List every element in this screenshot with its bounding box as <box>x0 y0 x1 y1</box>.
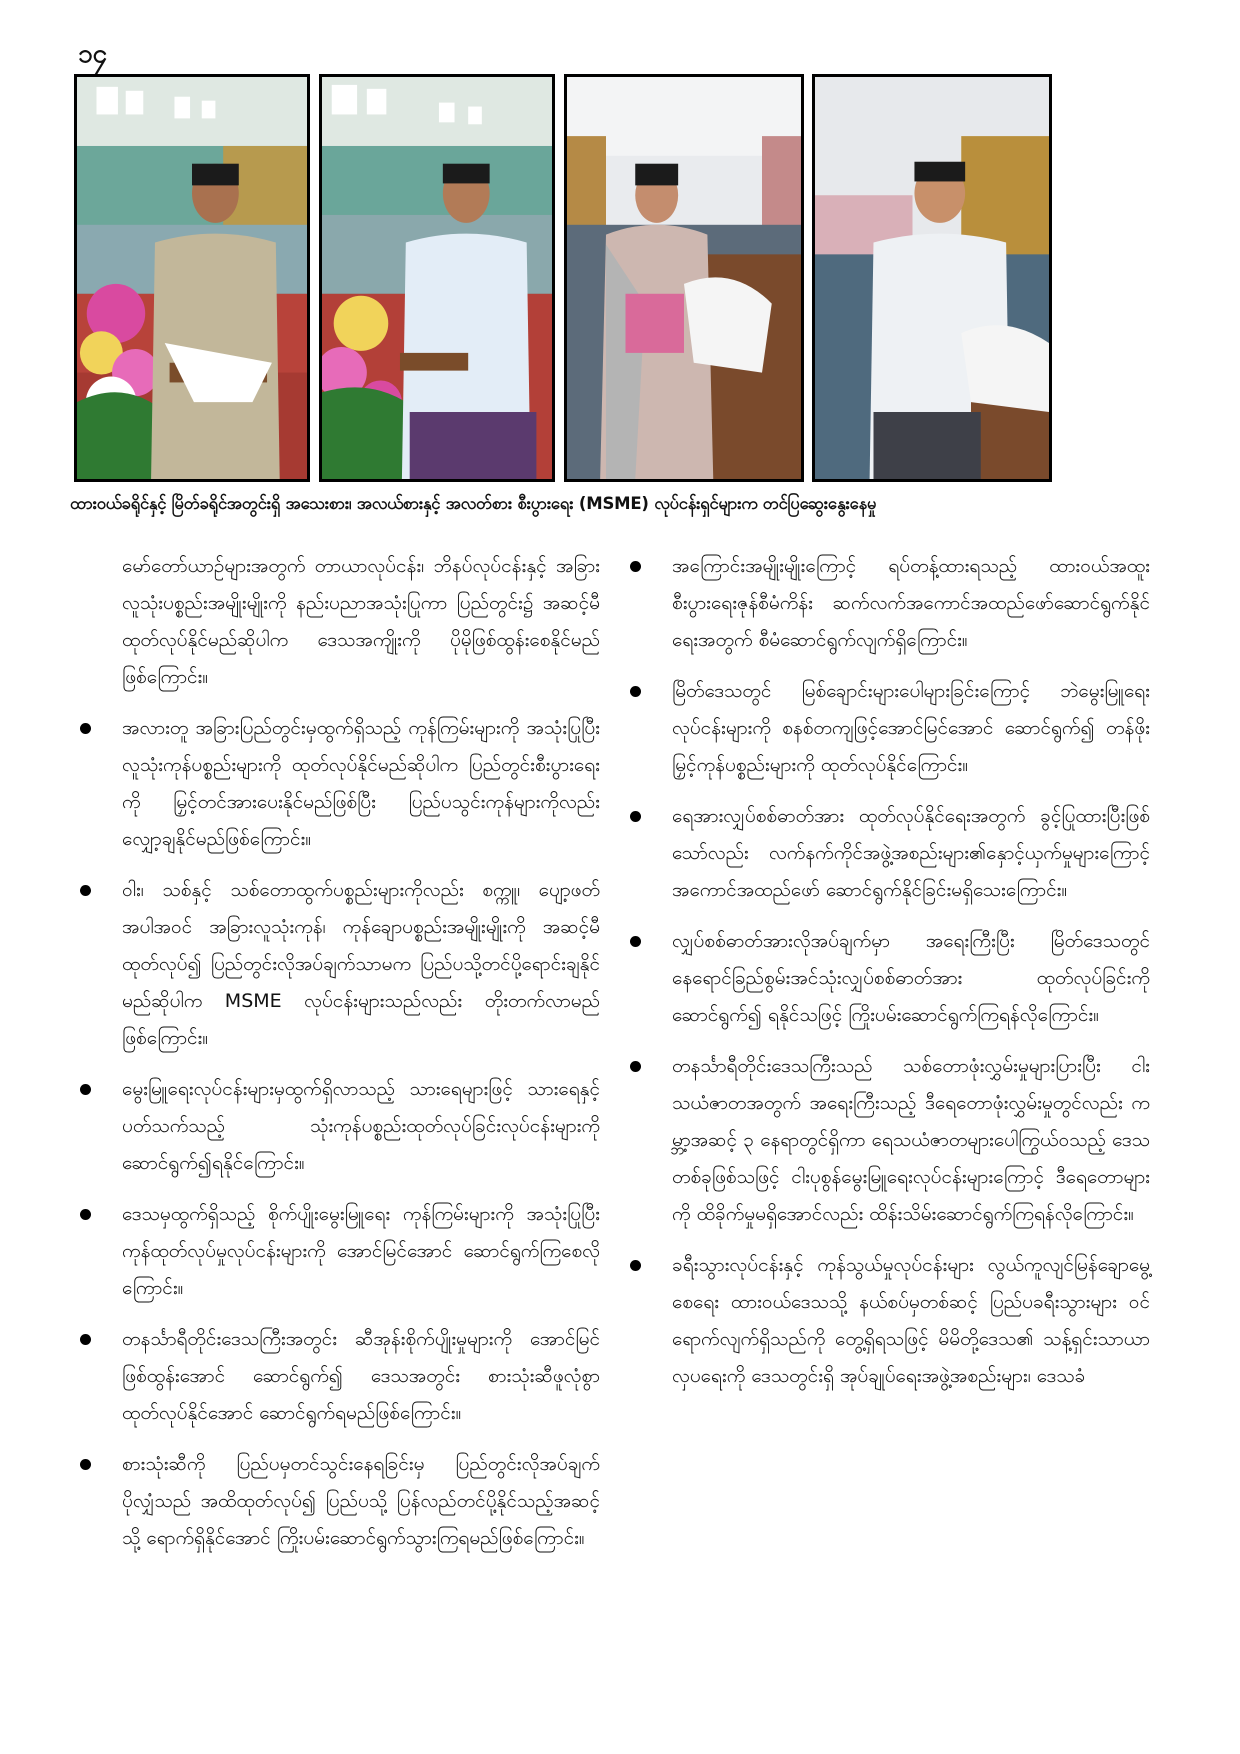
photo-speaker-4 <box>812 74 1052 482</box>
bullet-icon <box>80 885 91 896</box>
left-para-1-text: မော်တော်ယာဉ်များအတွက် တာယာလုပ်ငန်း၊ ဘိနပ်လုပ်ငန်းနှင့် အခြားလူသုံးပစ္စည်းအမျိုးမျိုးကို နည်းပညာအသုံးပြုကာ ပြည်တွင်း၌ အဆင့်မီထုတ်လုပ်နိုင်မည်ဆိုပါက ဒေသအကျိုးကို ပိုမိုဖြစ်ထွန်းစေနိုင်မည်ဖြစ်ကြောင်း။ <box>122 555 600 688</box>
left-para-3 <box>122 872 600 1057</box>
right-para-3-text: ရေအားလျှပ်စစ်ဓာတ်အား ထုတ်လုပ်နိုင်ရေးအတွက် ခွင့်ပြုထားပြီးဖြစ်သော်လည်း လက်နက်ကိုင်အဖွဲ့အစည်းများ၏နှောင့်ယှက်မှုများကြောင့် အကောင်အထည်ဖော် ဆောင်ရွက်နိုင်ခြင်းမရှိသေးကြောင်း။ <box>672 805 1150 901</box>
bullet-icon <box>630 686 641 697</box>
bullet-icon <box>630 1061 641 1072</box>
bullet-icon <box>80 1459 91 1470</box>
photo-speaker-3 <box>564 74 804 482</box>
bullet-icon <box>80 1084 91 1095</box>
page-number: ၁၄ <box>78 39 108 69</box>
photo-caption: ထားဝယ်ခရိုင်နှင့် မြိတ်ခရိုင်အတွင်းရှိ အသေးစား၊ အလယ်စားနှင့် အလတ်စား စီးပွားရေး (MSME) လုပ်ငန်းရှင်များက တင်ပြဆွေးနွေးနေမှု <box>70 494 877 513</box>
left-para-1 <box>122 548 600 696</box>
left-para-5 <box>122 1196 600 1307</box>
right-para-5 <box>672 1048 1150 1233</box>
left-para-4-text: မွေးမြူရေးလုပ်ငန်းများမှထွက်ရှိလာသည့် သားရေများဖြင့် သားရေနှင့်ပတ်သက်သည့် သုံးကုန်ပစ္စည်းထုတ်လုပ်ခြင်းလုပ်ငန်းများကို ဆောင်ရွက်၍ရနိုင်ကြောင်း။ <box>122 1078 600 1174</box>
left-para-2 <box>122 710 600 858</box>
bullet-icon <box>80 1209 91 1220</box>
left-para-2-text: အလားတူ အခြားပြည်တွင်းမှထွက်ရှိသည့် ကုန်ကြမ်းများကို အသုံးပြုပြီး လူသုံးကုန်ပစ္စည်းများကို ထုတ်လုပ်နိုင်မည်ဆိုပါက ပြည်တွင်းစီးပွားရေးကို မြှင့်တင်အားပေးနိုင်မည်ဖြစ်ပြီး ပြည်ပသွင်းကုန်များကိုလည်း လျှော့ချနိုင်မည်ဖြစ်ကြောင်း။ <box>122 717 600 850</box>
photo-row <box>74 74 1172 484</box>
left-para-7-text: စားသုံးဆီကို ပြည်ပမှတင်သွင်းနေရခြင်းမှ ပြည်တွင်းလိုအပ်ချက် ပိုလျှံသည် အထိထုတ်လုပ်၍ ပြည်ပသို့ ပြန်လည်တင်ပို့နိုင်သည့်အဆင့်သို့ ရောက်ရှိနိုင်အောင် ကြိုးပမ်းဆောင်ရွက်သွားကြရမည်ဖြစ်ကြောင်း။ <box>122 1453 600 1549</box>
photo-speaker-2 <box>319 74 555 482</box>
bullet-icon <box>630 1260 641 1271</box>
right-para-3 <box>672 798 1150 909</box>
right-para-2-text: မြိတ်ဒေသတွင် မြစ်ချောင်းများပေါများခြင်းကြောင့် ဘဲမွေးမြူရေးလုပ်ငန်းများကို စနစ်တကျဖြင့်အောင်မြင်အောင် ဆောင်ရွက်၍ တန်ဖိုးမြှင့်ကုန်ပစ္စည်းများကို ထုတ်လုပ်နိုင်ကြောင်း။ <box>672 680 1150 776</box>
right-para-4-text: လျှပ်စစ်ဓာတ်အားလိုအပ်ချက်မှာ အရေးကြီးပြီး မြိတ်ဒေသတွင် နေရောင်ခြည်စွမ်းအင်သုံးလျှပ်စစ်ဓာတ်အား ထုတ်လုပ်ခြင်းကိုဆောင်ရွက်၍ ရနိုင်သဖြင့် ကြိုးပမ်းဆောင်ရွက်ကြရန်လိုကြောင်း။ <box>672 930 1150 1026</box>
bullet-icon <box>630 811 641 822</box>
right-para-4 <box>672 923 1150 1034</box>
left-column <box>80 548 600 1571</box>
left-para-6-text: တနင်္သာရီတိုင်းဒေသကြီးအတွင်း ဆီအုန်းစိုက်ပျိုးမှုများကို အောင်မြင်ဖြစ်ထွန်းအောင် ဆောင်ရွက်၍ ဒေသအတွင်း စားသုံးဆီဖူလုံစွာ ထုတ်လုပ်နိုင်အောင် ဆောင်ရွက်ရမည်ဖြစ်ကြောင်း။ <box>122 1328 600 1424</box>
bullet-icon <box>630 561 641 572</box>
right-para-6-text: ခရီးသွားလုပ်ငန်းနှင့် ကုန်သွယ်မှုလုပ်ငန်းများ လွယ်ကူလျင်မြန်ချောမွေ့စေရေး ထားဝယ်ဒေသသို့ နယ်စပ်မှတစ်ဆင့် ပြည်ပခရီးသွားများ ဝင်ရောက်လျက်ရှိသည်ကို တွေ့ရှိရသဖြင့် မိမိတို့ဒေသ၏ သန့်ရှင်းသာယာလှပရေးကို ဒေသတွင်းရှိ အုပ်ချုပ်ရေးအဖွဲ့အစည်းများ၊ ဒေသခံ <box>672 1254 1150 1387</box>
left-para-6 <box>122 1321 600 1432</box>
right-para-6 <box>672 1247 1150 1395</box>
left-para-5-text: ဒေသမှထွက်ရှိသည့် စိုက်ပျိုးမွေးမြူရေး ကုန်ကြမ်းများကို အသုံးပြုပြီး ကုန်ထုတ်လုပ်မှုလုပ်ငန်းများကို အောင်မြင်အောင် ဆောင်ရွက်ကြစေလိုကြောင်း။ <box>122 1203 600 1299</box>
right-column <box>630 548 1150 1409</box>
bullet-icon <box>80 723 91 734</box>
right-para-5-text: တနင်္သာရီတိုင်းဒေသကြီးသည် သစ်တောဖုံးလွှမ်းမှုများပြားပြီး ငါးသယံဇာတအတွက် အရေးကြီးသည့် ဒီရေတောဖုံးလွှမ်းမှုတွင်လည်း ကမ္ဘာ့အဆင့် ၃ နေရာတွင်ရှိကာ ရေသယံဇာတများပေါကြွယ်ဝသည့် ဒေသတစ်ခုဖြစ်သဖြင့် ငါးပုစွန်မွေးမြူရေးလုပ်ငန်းများကြောင့် ဒီရေတောများကို ထိခိုက်မှုမရှိအောင်လည်း ထိန်းသိမ်းဆောင်ရွက်ကြရန်လိုကြောင်း။ <box>672 1055 1150 1225</box>
photo-speaker-1 <box>74 74 310 482</box>
left-para-3-text: ဝါး၊ သစ်နှင့် သစ်တောထွက်ပစ္စည်းများကိုလည်း စက္ကူ၊ ပျော့ဖတ်အပါအဝင် အခြားလူသုံးကုန်၊ ကုန်ချောပစ္စည်းအမျိုးမျိုးကို အဆင့်မီထုတ်လုပ်၍ ပြည်တွင်းလိုအပ်ချက်သာမက ပြည်ပသို့တင်ပို့ရောင်းချနိုင်မည်ဆိုပါက MSME လုပ်ငန်းများသည်လည်း တိုးတက်လာမည်ဖြစ်ကြောင်း။ <box>122 879 600 1049</box>
left-para-4 <box>122 1071 600 1182</box>
left-para-7 <box>122 1446 600 1557</box>
right-para-2 <box>672 673 1150 784</box>
bullet-icon <box>80 1334 91 1345</box>
right-para-1 <box>672 548 1150 659</box>
right-para-1-text: အကြောင်းအမျိုးမျိုးကြောင့် ရပ်တန့်ထားရသည့် ထားဝယ်အထူးစီးပွားရေးဇုန်စီမံကိန်း ဆက်လက်အကောင်အထည်ဖော်ဆောင်ရွက်နိုင်ရေးအတွက် စီမံဆောင်ရွက်လျက်ရှိကြောင်း။ <box>672 555 1150 651</box>
bullet-icon <box>630 936 641 947</box>
